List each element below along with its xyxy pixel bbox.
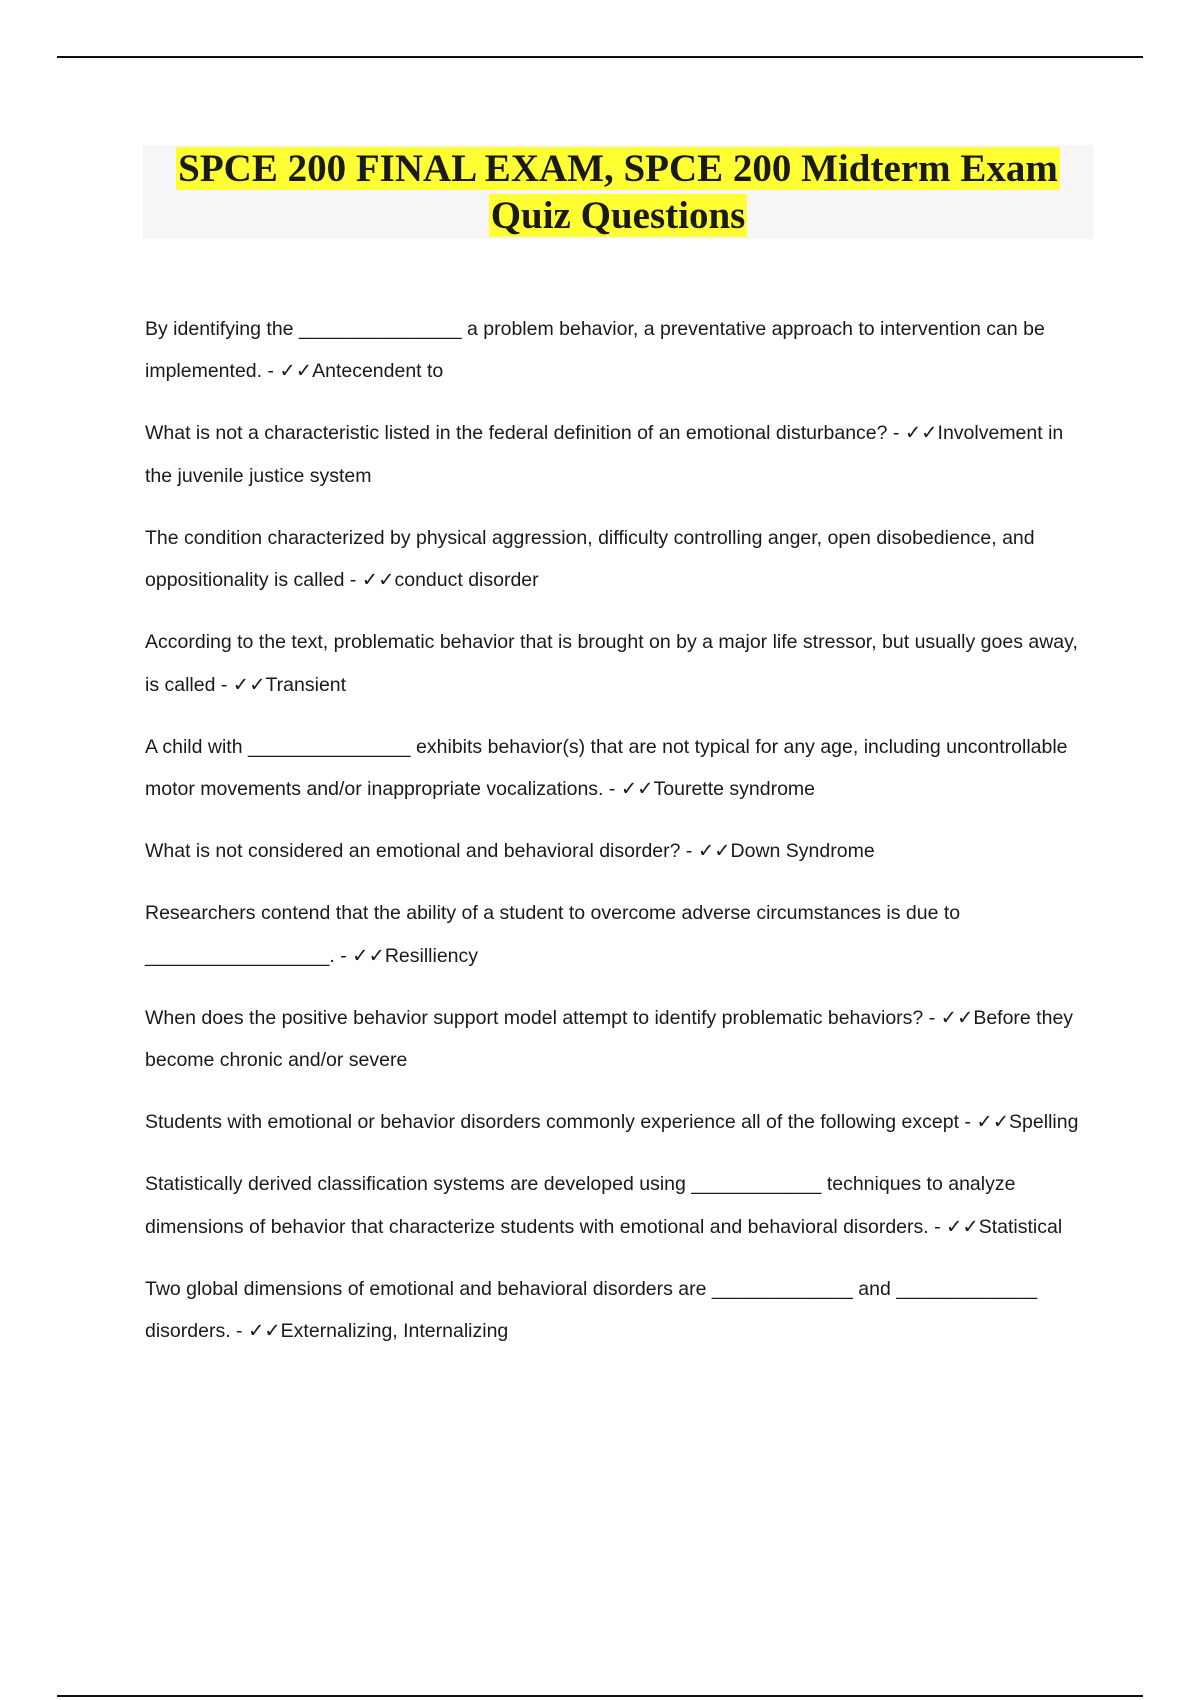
qa-item (145, 308, 1090, 393)
separator: - (334, 944, 353, 967)
check-icon: ✓✓ (940, 1006, 974, 1029)
question-text: What is not considered an emotional and behavioral disorder? (145, 840, 681, 862)
question-text: What is not a characteristic listed in the federal definition of an emotional disturbance? (145, 422, 888, 444)
bottom-rule (57, 1695, 1143, 1697)
separator: - (680, 840, 698, 862)
separator: - (215, 673, 233, 696)
check-icon: ✓✓ (976, 1111, 1010, 1133)
separator: - (923, 1006, 941, 1029)
qa-item (145, 1101, 1090, 1144)
separator: - (887, 422, 905, 444)
check-icon: ✓✓ (620, 778, 654, 800)
qa-item (145, 726, 1090, 811)
question-text: A child with _______________ exhibits behavior(s) that are not typical for any age, including uncontrollable motor movements and/or inappropriate vocalizations. (145, 735, 1068, 800)
top-rule (57, 56, 1143, 58)
document-title (143, 145, 1093, 239)
check-icon: ✓✓ (904, 422, 938, 444)
qa-item (145, 621, 1090, 706)
question-text: When does the positive behavior support model attempt to identify problematic behaviors? (145, 1006, 924, 1029)
answer-text: Involvement in the juvenile justice system (145, 422, 1064, 487)
qa-item (145, 830, 1090, 873)
qa-item (145, 892, 1090, 977)
check-icon: ✓✓ (279, 360, 313, 382)
check-icon: ✓✓ (946, 1215, 979, 1238)
title-line-2: Quiz Questions (490, 194, 746, 237)
answer-text: Statistical (978, 1215, 1063, 1238)
separator: - (262, 360, 280, 382)
check-icon: ✓✓ (697, 840, 731, 862)
separator: - (959, 1111, 977, 1133)
answer-text: Antecendent to (312, 360, 444, 382)
qa-item (145, 412, 1090, 497)
question-text: Students with emotional or behavior disorders commonly experience all of the following except (145, 1111, 960, 1133)
check-icon: ✓✓ (232, 673, 266, 696)
check-icon: ✓✓ (352, 944, 385, 967)
qa-item (145, 517, 1090, 602)
question-text: By identifying the _______________ a problem behavior, a preventative approach to intervention can be implemented. (145, 317, 1045, 382)
question-text: Statistically derived classification systems are developed using ____________ techniques to analyze dimensions of behavior that characterize students with emotional and behavioral disorders. (145, 1173, 1016, 1238)
question-text: Two global dimensions of emotional and behavioral disorders are _____________ and _____________ disorders. (145, 1277, 1038, 1342)
separator: - (230, 1320, 248, 1342)
answer-text: Down Syndrome (730, 840, 875, 862)
qa-item (145, 997, 1090, 1082)
question-text: The condition characterized by physical aggression, difficulty controlling anger, open disobedience, and oppositionality is called (145, 526, 1035, 591)
answer-text: Externalizing, Internalizing (280, 1320, 509, 1342)
answer-text: Transient (265, 673, 347, 696)
question-text: Researchers contend that the ability of a student to overcome adverse circumstances is due to _________________. (145, 902, 961, 967)
separator: - (603, 778, 621, 800)
check-icon: ✓✓ (247, 1320, 281, 1342)
question-list (145, 288, 1090, 1369)
answer-text: Tourette syndrome (653, 778, 816, 800)
answer-text: conduct disorder (394, 569, 539, 591)
title-line-1: SPCE 200 FINAL EXAM, SPCE 200 Midterm Exam (178, 147, 1058, 190)
answer-text: Before they become chronic and/or severe (145, 1006, 1074, 1071)
qa-item (145, 1163, 1090, 1248)
qa-item (145, 1268, 1090, 1353)
question-text: According to the text, problematic behavior that is brought on by a major life stressor, but usually goes away, is called (145, 631, 1078, 696)
separator: - (928, 1215, 947, 1238)
check-icon: ✓✓ (361, 569, 395, 591)
answer-text: Resilliency (384, 944, 479, 967)
answer-text: Spelling (1009, 1111, 1079, 1133)
separator: - (344, 569, 362, 591)
